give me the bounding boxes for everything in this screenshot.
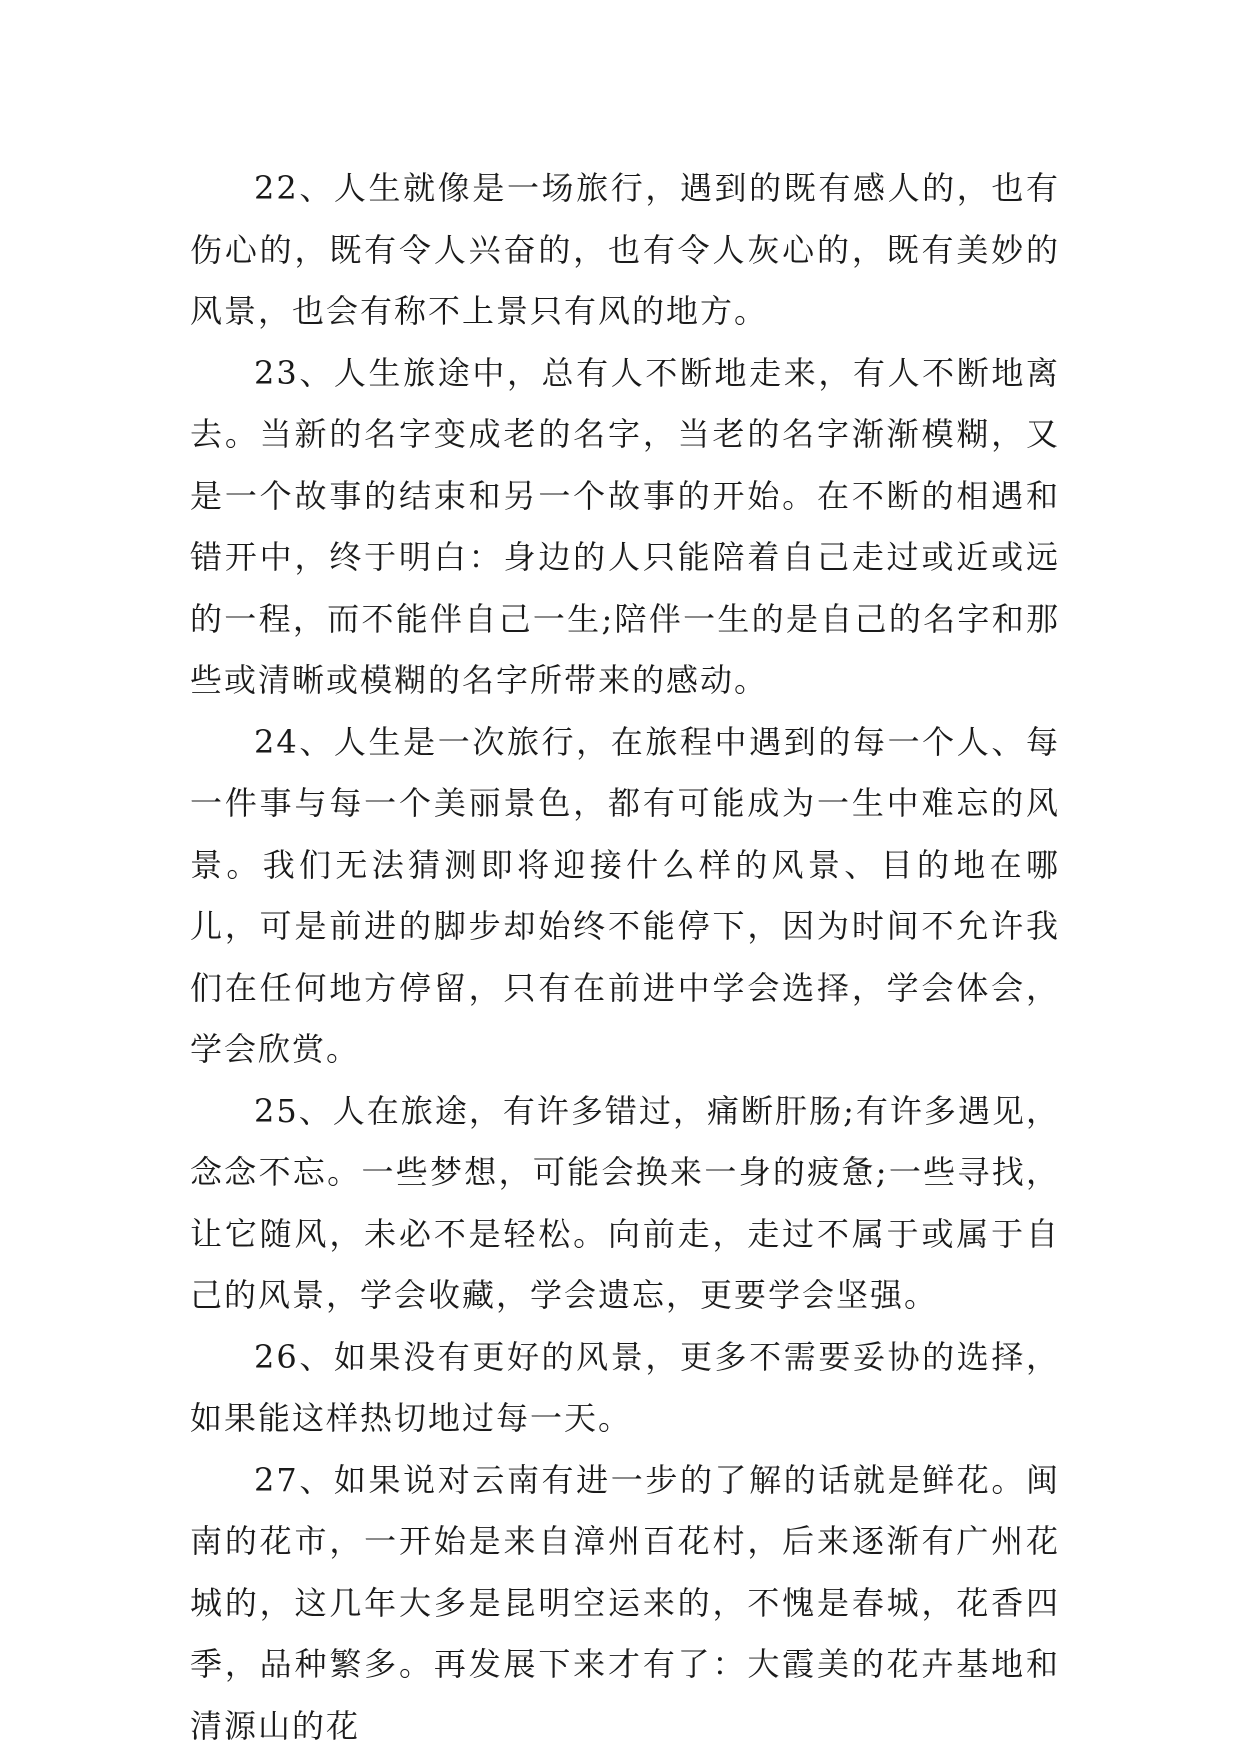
paragraph-23: 23、人生旅途中，总有人不断地走来，有人不断地离去。当新的名字变成老的名字，当老的名字渐渐模糊，又是一个故事的结束和另一个故事的开始。在不断的相遇和错开中，终于明白：身边的人只能陪着自己走过或近或远的一程，而不能伴自己一生;陪伴一生的是自己的名字和那些或清晰或模糊的名字所带来的感动。 <box>190 343 1060 712</box>
paragraph-26: 26、如果没有更好的风景，更多不需要妥协的选择，如果能这样热切地过每一天。 <box>190 1327 1060 1450</box>
paragraph-24: 24、人生是一次旅行，在旅程中遇到的每一个人、每一件事与每一个美丽景色，都有可能成为一生中难忘的风景。我们无法猜测即将迎接什么样的风景、目的地在哪儿，可是前进的脚步却始终不能停下，因为时间不允许我们在任何地方停留，只有在前进中学会选择，学会体会，学会欣赏。 <box>190 712 1060 1081</box>
document-body <box>190 158 1060 1757</box>
paragraph-25: 25、人在旅途，有许多错过，痛断肝肠;有许多遇见，念念不忘。一些梦想，可能会换来一身的疲惫;一些寻找，让它随风，未必不是轻松。向前走，走过不属于或属于自己的风景，学会收藏，学会遗忘，更要学会坚强。 <box>190 1081 1060 1327</box>
paragraph-22: 22、人生就像是一场旅行，遇到的既有感人的，也有伤心的，既有令人兴奋的，也有令人灰心的，既有美妙的风景，也会有称不上景只有风的地方。 <box>190 158 1060 343</box>
paragraph-27: 27、如果说对云南有进一步的了解的话就是鲜花。闽南的花市，一开始是来自漳州百花村，后来逐渐有广州花城的，这几年大多是昆明空运来的，不愧是春城，花香四季，品种繁多。再发展下来才有了：大霞美的花卉基地和清源山的花 <box>190 1450 1060 1757</box>
